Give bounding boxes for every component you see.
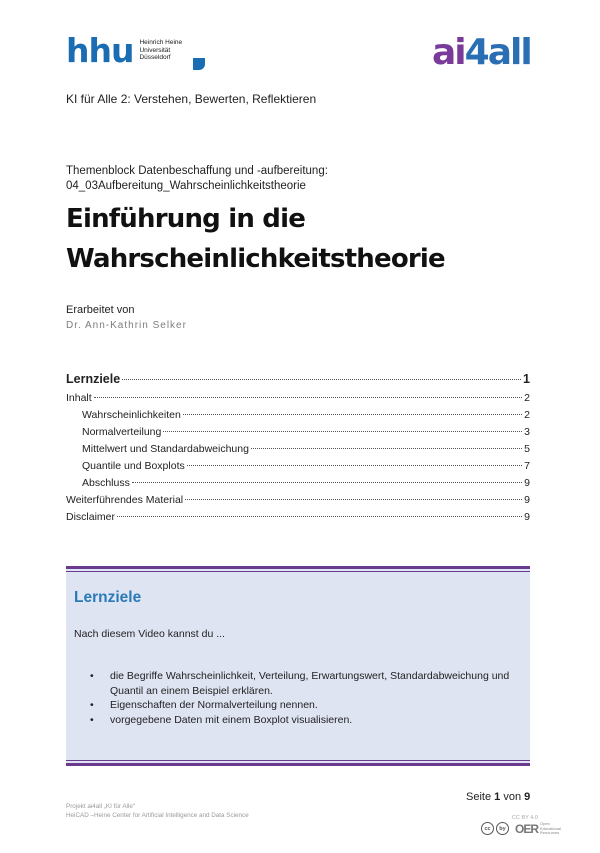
toc-entry-text: Inhalt	[66, 392, 92, 404]
oer-icon: OER	[515, 822, 539, 836]
toc-dot-leader	[251, 448, 522, 449]
page-number-total: 9	[524, 791, 531, 803]
author-label: Erarbeitet von	[66, 304, 135, 316]
hhu-logo	[66, 31, 183, 70]
toc-entry-inhalt[interactable]	[66, 392, 530, 409]
toc-entry-text: Lernziele	[66, 372, 121, 386]
page-number-middle: von	[503, 791, 522, 803]
toc-dot-leader	[185, 499, 522, 500]
toc-entry-page: 3	[524, 426, 530, 438]
block-label	[66, 164, 328, 194]
toc-entry-text: Wahrscheinlichkeiten	[82, 409, 181, 421]
toc-entry-normalverteilung[interactable]	[66, 426, 530, 443]
toc-entry-text: Mittelwert und Standardabweichung	[82, 443, 249, 455]
license-label: CC BY 4.0	[512, 815, 538, 821]
ai4all-logo	[432, 32, 544, 70]
oer-text-line2: Educational	[540, 825, 561, 831]
toc-entry-text: Weiterführendes Material	[66, 494, 184, 506]
lernziele-heading: Lernziele	[74, 589, 142, 606]
toc-dot-leader	[122, 379, 521, 380]
footer-line1: Projekt ai4all „KI für Alle“	[66, 803, 135, 810]
oer-logo	[515, 822, 561, 836]
author-name: Dr. Ann-Kathrin Selker	[66, 320, 187, 331]
page-number-current: 1	[494, 791, 501, 803]
hhu-logo-line1: Heinrich Heine	[139, 39, 183, 46]
block-label-line2: 04_03Aufbereitung_Wahrscheinlichkeitstheorie	[66, 180, 306, 192]
toc-entry-text: Normalverteilung	[82, 426, 162, 438]
footer	[66, 802, 249, 820]
toc-entry-page: 7	[524, 460, 530, 472]
lernziele-item: • Eigenschaften der Normalverteilung nennen.	[90, 698, 510, 713]
hhu-logo-word: hhu	[66, 31, 134, 70]
toc-entry-wahrscheinlichkeiten[interactable]	[66, 409, 530, 426]
hhu-logo-line2: Universität	[139, 46, 171, 54]
toc-entry-page: 2	[524, 409, 530, 421]
toc-dot-leader	[94, 397, 522, 398]
toc-entry-text: Disclaimer	[66, 511, 116, 523]
toc-entry-text: Quantile und Boxplots	[82, 460, 185, 472]
oer-text-line1: Open	[540, 821, 550, 827]
toc-entry-weiterfuehrendes-material[interactable]	[66, 494, 530, 511]
course-line: KI für Alle 2: Verstehen, Bewerten, Reflektieren	[66, 92, 317, 106]
toc-entry-page: 1	[523, 372, 530, 386]
toc-entry-page: 9	[524, 494, 530, 506]
footer-line2: HeiCAD –Heine Center for Artificial Intelligence and Data Science	[66, 812, 249, 819]
hhu-logo-subtitle	[139, 39, 182, 62]
hhu-logo-mark-icon	[193, 58, 205, 70]
lernziele-box	[66, 566, 530, 766]
table-of-contents	[66, 372, 530, 528]
toc-dot-leader	[132, 482, 522, 483]
document-title: Einführung in die Wahrscheinlichkeitstheorie	[66, 204, 445, 274]
cc-icon: cc	[481, 822, 494, 835]
toc-entry-text: Abschluss	[82, 477, 130, 489]
ai4all-logo-text: ai4all	[432, 32, 531, 70]
toc-entry-page: 9	[524, 477, 530, 489]
toc-dot-leader	[163, 431, 522, 432]
toc-entry-mittelwert[interactable]	[66, 443, 530, 460]
toc-entry-abschluss[interactable]	[66, 477, 530, 494]
page-number-prefix: Seite	[466, 791, 492, 803]
hhu-logo-line3: Düsseldorf	[139, 54, 171, 61]
oer-text-line3: Resources	[540, 830, 560, 836]
toc-dot-leader	[183, 414, 522, 415]
cc-by-icon: by	[496, 822, 509, 835]
toc-entry-page: 9	[524, 511, 530, 523]
oer-text	[540, 822, 561, 836]
lernziele-item: • die Begriffe Wahrscheinlichkeit, Verteilung, Erwartungswert, Standardabweichung und Quantil an einem Beispiel erklären.	[90, 669, 510, 698]
toc-entry-quantile[interactable]	[66, 460, 530, 477]
toc-entry-page: 2	[524, 392, 530, 404]
toc-dot-leader	[117, 516, 522, 517]
lernziele-item: • vorgegebene Daten mit einem Boxplot visualisieren.	[90, 713, 510, 728]
page-number	[466, 791, 530, 803]
toc-entry-lernziele[interactable]	[66, 372, 530, 392]
toc-dot-leader	[187, 465, 522, 466]
cc-license-badge[interactable]	[481, 822, 509, 835]
lernziele-intro: Nach diesem Video kannst du ...	[74, 628, 225, 640]
toc-entry-disclaimer[interactable]	[66, 511, 530, 528]
toc-entry-page: 5	[524, 443, 530, 455]
block-label-line1: Themenblock Datenbeschaffung und -aufbereitung:	[66, 165, 328, 177]
lernziele-list	[90, 669, 510, 727]
